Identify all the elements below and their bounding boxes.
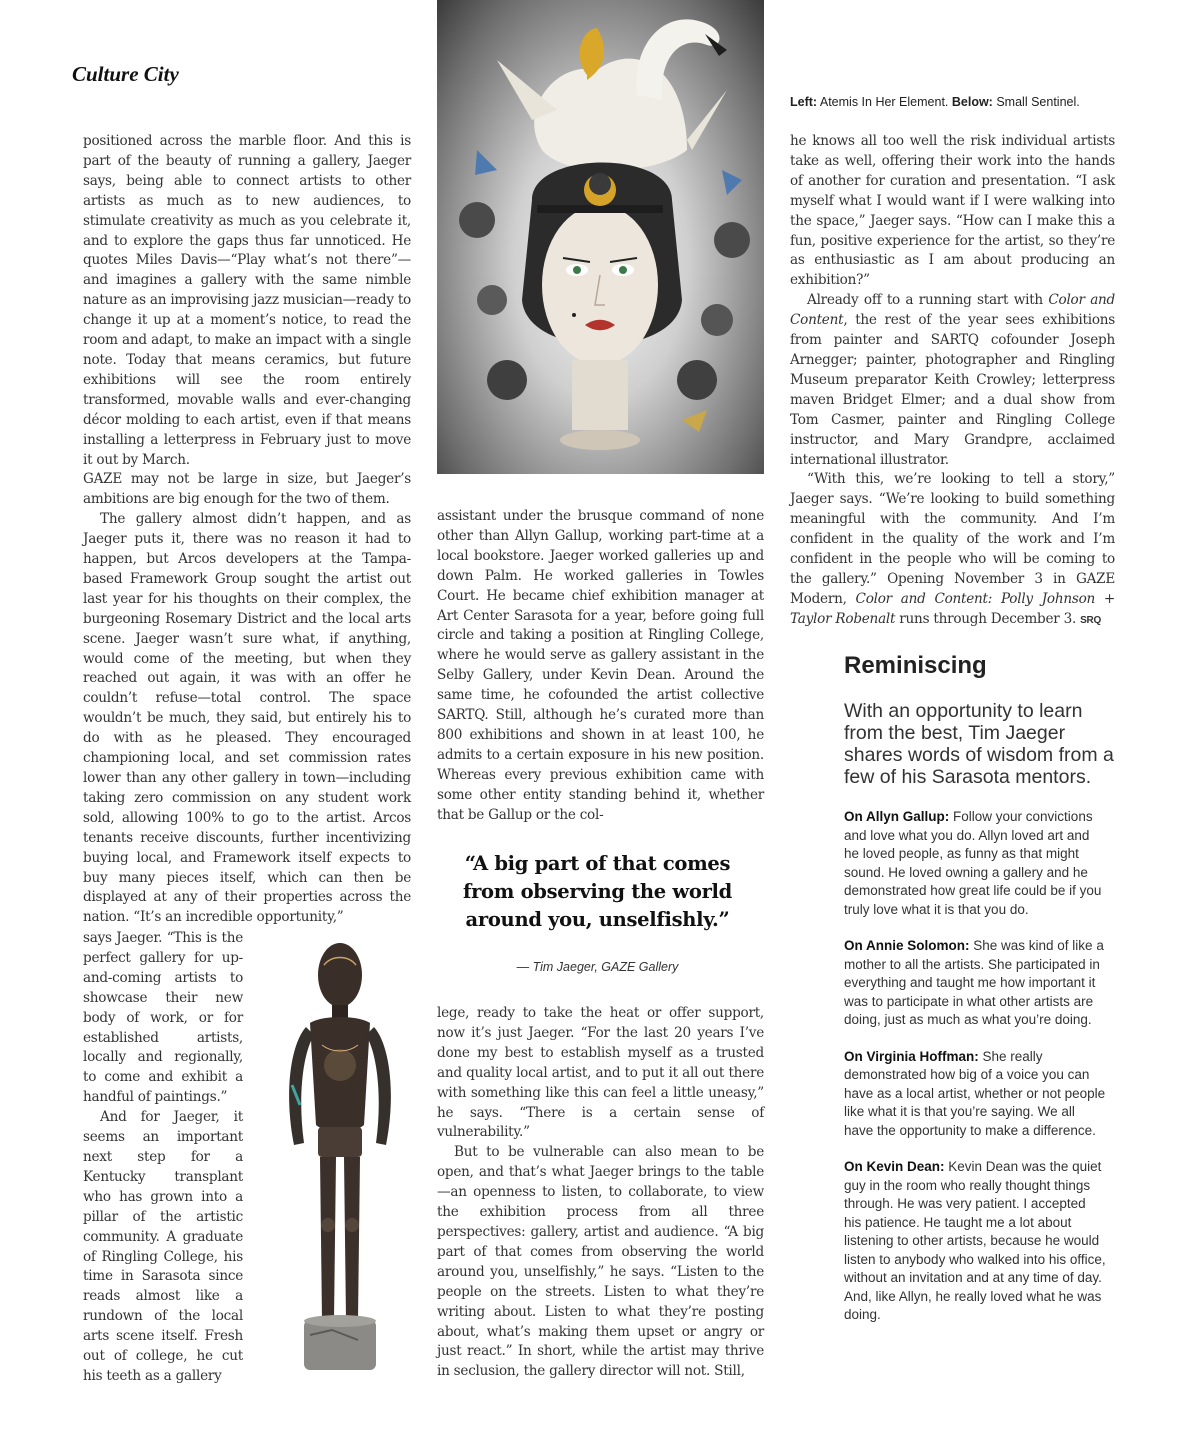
sidebar-title: Reminiscing (844, 652, 987, 679)
col2-paragraph-1: assistant under the brusque command of none other than Allyn Gallup, working part-time at a local bookstore. Jaeger worked galleries up and down Palm. He worked galleries in Towles Court. He became chief exhibition manager at Art Center Sarasota for a year, before going full circle and taking a position at Ringling College, where he would serve as gallery assistant in the Selby Gallery, under Kevin Dean. Around the same time, he cofounded the artist collective SARTQ. Still, although he’s curated more than 800 exhibitions and shown in at least 100, he admits to a certain exposure in his new position. Whereas every previous exhibition came with some other entity standing behind it, whether that be Gallup or the col- (437, 508, 764, 823)
caption-below-label: Below: (951, 95, 993, 109)
small-sentinel-photo (262, 935, 417, 1380)
entry-text: She was kind of like a mother to all the artists. She participated in everything and taught me how important it was to participate in what other artists are doing, just as much as what you’re doing. (844, 938, 1104, 1027)
col2-paragraph-2: lege, ready to take the heat or offer support, now it’s just Jaeger. “For the last 20 years I’ve done my best to establish myself as a trusted and quality local artist, and to put it all out there with something like this can feel a little uneasy,” he says. “There is a certain sense of vulnerability.” (437, 1005, 764, 1141)
col3-p3-end: runs through December 3. (895, 610, 1077, 627)
col3-p2-start: Already off to a running start with (807, 292, 1049, 309)
article-column-1 (83, 132, 411, 928)
col3-p2-title: Color and Content (790, 292, 1116, 329)
pull-quote: “A big part of that comes from observing the world around you, unselfishly.” (462, 852, 733, 931)
sidebar-entry-annie-solomon (844, 937, 1106, 1030)
article-column-2-lower (437, 1004, 764, 1382)
sidebar-intro: With an opportunity to learn from the best, Tim Jaeger shares words of wisdom from a few of his Sarasota mentors. (844, 700, 1114, 788)
sidebar-entry-kevin-dean (844, 1158, 1106, 1325)
section-title: Culture City (72, 62, 179, 86)
caption-left-text: Atemis In Her Element. (819, 95, 949, 109)
col1-paragraph-4: And for Jaeger, it seems an important next step for a Kentucky transplant who has grown into a pillar of the artistic community. A graduate of Ringling College, his time in Sarasota since reads almost like a rundown of the local arts scene itself. Fresh out of college, he cut his teeth as a gallery (83, 1109, 243, 1384)
sentinel-figure-illustration (262, 935, 417, 1380)
article-column-1-narrow (83, 929, 243, 1387)
sidebar-entry-virginia-hoffman (844, 1048, 1106, 1141)
col3-paragraph-3 (790, 470, 1115, 630)
caption-left-label: Left: (790, 95, 818, 109)
col3-paragraph-1: he knows all too well the risk individual artists take as well, offering their work into the hands of another for curation and presentation. “I ask myself what I would want if I were walking into the space,” Jaeger says. “How can I make this a fun, positive experience for the artist, so they’re as enthusiastic as I am about producing an exhibition?” (790, 133, 1115, 289)
col1-paragraph-2: GAZE may not be large in size, but Jaeger’s ambitions are big enough for the two of them. (83, 471, 411, 508)
col3-p3-start: “With this, we’re looking to tell a story,” Jaeger says. “We’re looking to build something meaningful with the community. And I’m confident in the quality of the work and I’m confident in the people who will be coming to the gallery.” Opening November 3 in GAZE Modern, (790, 471, 1115, 607)
col3-paragraph-2 (790, 291, 1115, 470)
col1-paragraph-1: positioned across the marble floor. And this is part of the beauty of running a gallery, Jaeger says, being able to connect artists to other artists as much as to new audiences, to stimulate creativity as much as you celebrate it, and to explore the gaps thus far unnoticed. He quotes Miles Davis—“Play what’s not there”—and imagines a gallery with the same nimble nature as an improvising jazz musician—ready to change it up at a moment’s notice, to read the room and adapt, to make an impact with a single note. Today that means ceramics, but future exhibitions will see the room entirely transformed, movable walls and ever-changing décor molding to each artist, even if that means installing a letterpress in February just to move it out by March. (83, 133, 411, 468)
entry-text: Follow your convictions and love what you do. Allyn loved art and he loved people, as funny as that might sound. He loved owning a gallery and he demonstrated how great life could be if you truly love what it is that you do. (844, 809, 1102, 917)
article-column-3 (790, 132, 1115, 631)
entry-label: On Kevin Dean: (844, 1159, 945, 1174)
pull-quote-attribution: — Tim Jaeger, GAZE Gallery (516, 960, 679, 974)
entry-label: On Annie Solomon: (844, 938, 970, 953)
col1-paragraph-3: The gallery almost didn’t happen, and as Jaeger puts it, there was no reason it had to happen, but Arcos developers at the Tampa-based Framework Group sought the artist out last year for his thoughts on their complex, the burgeoning Rosemary District and the local arts scene. Jaeger wasn’t sure what, if anything, would come of the meeting, but when they reached out again, it was with an offer he couldn’t refuse—total control. The space wouldn’t be much, they said, but entirely his to do with as he pleased. They encouraged championing local, and set commission rates lower than any other gallery in town—including taking zero commission on any student work sold, allowing 100% to go to the artist. Arcos tenants receive discounts, further incentivizing buying local, and Framework itself expects to buy many pieces itself, which can then be displayed at any of their properties across the nation. “It’s an incredible opportunity,” (83, 511, 411, 926)
col2-paragraph-3: But to be vulnerable can also mean to be open, and that’s what Jaeger brings to the table—an openness to listen, to collaborate, to view the exhibition process from all three perspectives: gallery, artist and audience. “A big part of that comes from observing the world around you, unselfishly,” he says. “Listen to the people on the streets. Listen to what they’re writing about. Listen to what they’re posting about, what’s making them upset or angry or just react.” In short, while the artist may thrive in seclusion, the gallery director will not. Still, (437, 1144, 764, 1380)
entry-label: On Allyn Gallup: (844, 809, 950, 824)
article-column-2-upper (437, 507, 764, 826)
sidebar-entry-allyn-gallup (844, 808, 1106, 919)
end-mark-srq: SRQ (1080, 614, 1101, 626)
entry-text: Kevin Dean was the quiet guy in the room who really thought things through. He was very patient. I accepted his patience. He taught me a lot about listening to other artists, because he would listen to anybody who walked into his office, without an invitation and at any time of day. And, like Allyn, he really loved what he was doing. (844, 1159, 1106, 1322)
entry-label: On Virginia Hoffman: (844, 1048, 979, 1064)
photo-caption (790, 95, 1120, 109)
ceramic-head-illustration (437, 0, 764, 474)
col3-p3-title: Color and Content: Polly Johnson + Taylor Robenalt (790, 590, 1116, 627)
ceramic-head-photo (437, 0, 764, 474)
sidebar-entries (844, 808, 1106, 1343)
col3-p2-end: , the rest of the year sees exhibitions from painter and SARTQ cofounder Joseph Arnegger; painter, photographer and Ringling Museum preparator Keith Crowley; letterpress maven Bridget Elmer; and a dual show from Tom Casmer, painter and Ringling College instructor, and Mary Grandpre, acclaimed international illustrator. (790, 312, 1115, 468)
col1-paragraph-3b: says Jaeger. “This is the perfect gallery for up-and-coming artists to showcase their new body of work, or for established artists, locally and regionally, to come and exhibit a handful of paintings.” (83, 930, 243, 1106)
caption-below-text: Small Sentinel. (996, 95, 1080, 109)
entry-text: She really demonstrated how big of a voice you can have as a local artist, whether or not people like what it is that you’re saying. We all have the opportunity to make a difference. (844, 1048, 1106, 1138)
